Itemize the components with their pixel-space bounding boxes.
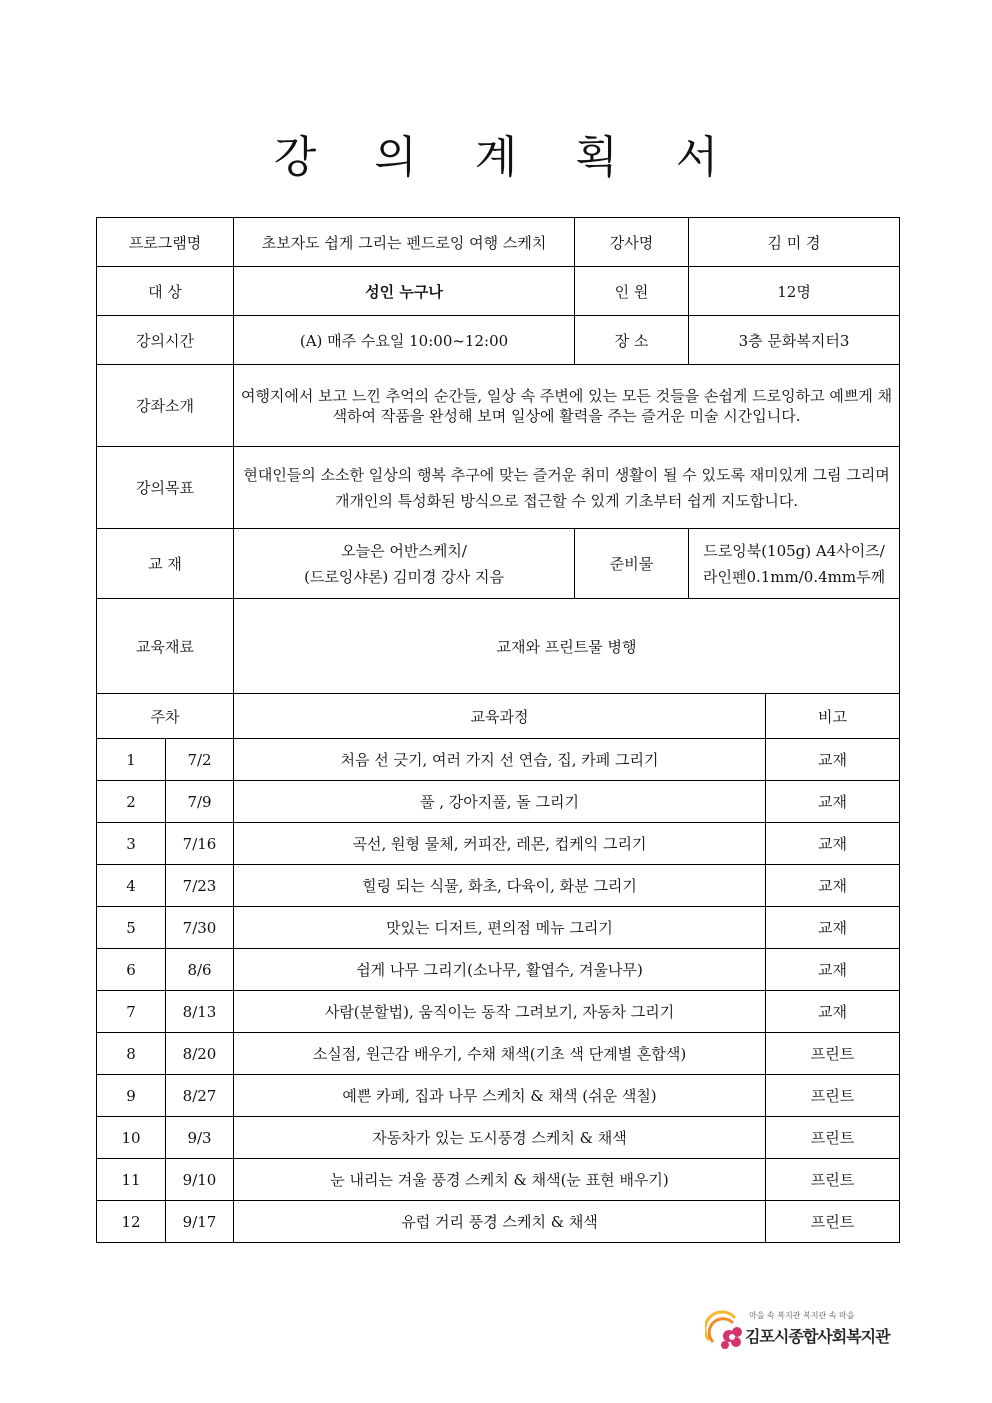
lecture-plan-table (96, 217, 900, 1243)
row-materials (97, 599, 900, 694)
week-number: 9 (97, 1075, 166, 1117)
textbook-line-2: (드로잉샤론) 김미경 강사 지음 (304, 567, 504, 586)
instructor-label: 강사명 (575, 218, 689, 267)
week-number: 4 (97, 865, 166, 907)
row-program (97, 218, 900, 267)
course-content: 처음 선 긋기, 여러 가지 선 연습, 집, 카페 그리기 (234, 739, 766, 781)
intro-value: 여행지에서 보고 느낀 추억의 순간들, 일상 속 주변에 있는 모든 것들을 손쉽게 드로잉하고 예쁘게 채색하여 작품을 완성해 보며 일상에 활력을 주는 즐거운 미술 시간입니다. (234, 365, 900, 447)
schedule-row (97, 1075, 900, 1117)
goal-value: 현대인들의 소소한 일상의 행복 추구에 맞는 즐거운 취미 생활이 될 수 있도록 재미있게 그림 그리며 개개인의 특성화된 방식으로 접근할 수 있게 기초부터 쉽게 지도합니다. (234, 447, 900, 529)
schedule-row (97, 1033, 900, 1075)
week-date: 7/30 (166, 907, 234, 949)
week-number: 5 (97, 907, 166, 949)
week-date: 7/23 (166, 865, 234, 907)
course-note: 프린트 (766, 1201, 900, 1243)
course-content: 소실점, 원근감 배우기, 수채 채색(기초 색 단계별 혼합색) (234, 1033, 766, 1075)
week-number: 11 (97, 1159, 166, 1201)
course-content: 사람(분할법), 움직이는 동작 그려보기, 자동차 그리기 (234, 991, 766, 1033)
schedule-row (97, 1201, 900, 1243)
logo-name: 김포시종합사회복지관 (745, 1327, 890, 1346)
header-note: 비고 (766, 694, 900, 739)
week-number: 2 (97, 781, 166, 823)
time-label: 강의시간 (97, 316, 234, 365)
textbook-value (234, 529, 575, 599)
schedule-body (97, 739, 900, 1243)
intro-label: 강좌소개 (97, 365, 234, 447)
welfare-center-logo (705, 1308, 905, 1358)
week-date: 9/10 (166, 1159, 234, 1201)
week-number: 10 (97, 1117, 166, 1159)
schedule-row (97, 739, 900, 781)
target-label: 대 상 (97, 267, 234, 316)
place-label: 장 소 (575, 316, 689, 365)
week-date: 9/17 (166, 1201, 234, 1243)
week-date: 7/16 (166, 823, 234, 865)
header-week: 주차 (97, 694, 234, 739)
week-date: 8/20 (166, 1033, 234, 1075)
course-content: 풀 , 강아지풀, 돌 그리기 (234, 781, 766, 823)
instructor-value: 김 미 경 (689, 218, 900, 267)
course-content: 자동차가 있는 도시풍경 스케치 & 채색 (234, 1117, 766, 1159)
textbook-line-1: 오늘은 어반스케치/ (341, 541, 467, 560)
course-note: 프린트 (766, 1159, 900, 1201)
supplies-line-2: 라인펜0.1mm/0.4mm두께 (702, 567, 886, 586)
schedule-row (97, 865, 900, 907)
week-number: 3 (97, 823, 166, 865)
week-date: 8/27 (166, 1075, 234, 1117)
place-value: 3층 문화복지터3 (689, 316, 900, 365)
course-content: 곡선, 원형 물체, 커피잔, 레몬, 컵케익 그리기 (234, 823, 766, 865)
materials-value: 교재와 프린트물 병행 (234, 599, 900, 694)
row-time (97, 316, 900, 365)
row-textbook (97, 529, 900, 599)
week-date: 9/3 (166, 1117, 234, 1159)
materials-label: 교육재료 (97, 599, 234, 694)
course-content: 쉽게 나무 그리기(소나무, 활엽수, 겨울나무) (234, 949, 766, 991)
course-content: 유럽 거리 풍경 스케치 & 채색 (234, 1201, 766, 1243)
course-note: 교재 (766, 949, 900, 991)
row-goal (97, 447, 900, 529)
supplies-value (689, 529, 900, 599)
schedule-row (97, 991, 900, 1033)
course-note: 교재 (766, 991, 900, 1033)
supplies-label: 준비물 (575, 529, 689, 599)
week-number: 1 (97, 739, 166, 781)
week-number: 12 (97, 1201, 166, 1243)
time-value: (A) 매주 수요일 10:00~12:00 (234, 316, 575, 365)
schedule-row (97, 1117, 900, 1159)
schedule-row (97, 781, 900, 823)
course-note: 교재 (766, 739, 900, 781)
course-content: 예쁜 카페, 집과 나무 스케치 & 채색 (쉬운 색칠) (234, 1075, 766, 1117)
capacity-value: 12명 (689, 267, 900, 316)
week-number: 8 (97, 1033, 166, 1075)
schedule-header-row (97, 694, 900, 739)
document-title: 강 의 계 획 서 (273, 132, 741, 183)
flower-logo-icon (705, 1310, 745, 1354)
supplies-line-1: 드로잉북(105g) A4사이즈/ (703, 541, 885, 560)
course-note: 교재 (766, 823, 900, 865)
textbook-label: 교 재 (97, 529, 234, 599)
capacity-label: 인 원 (575, 267, 689, 316)
week-number: 6 (97, 949, 166, 991)
target-value: 성인 누구나 (234, 267, 575, 316)
schedule-row (97, 823, 900, 865)
header-course: 교육과정 (234, 694, 766, 739)
course-note: 프린트 (766, 1117, 900, 1159)
week-number: 7 (97, 991, 166, 1033)
course-note: 교재 (766, 865, 900, 907)
course-note: 교재 (766, 781, 900, 823)
course-note: 프린트 (766, 1075, 900, 1117)
course-content: 힐링 되는 식물, 화초, 다육이, 화분 그리기 (234, 865, 766, 907)
course-note: 교재 (766, 907, 900, 949)
course-content: 눈 내리는 겨울 풍경 스케치 & 채색(눈 표현 배우기) (234, 1159, 766, 1201)
schedule-row (97, 907, 900, 949)
row-intro (97, 365, 900, 447)
row-target (97, 267, 900, 316)
week-date: 7/9 (166, 781, 234, 823)
schedule-row (97, 949, 900, 991)
program-label: 프로그램명 (97, 218, 234, 267)
week-date: 7/2 (166, 739, 234, 781)
course-content: 맛있는 디저트, 편의점 메뉴 그리기 (234, 907, 766, 949)
week-date: 8/6 (166, 949, 234, 991)
program-value: 초보자도 쉽게 그리는 펜드로잉 여행 스케치 (234, 218, 575, 267)
week-date: 8/13 (166, 991, 234, 1033)
course-note: 프린트 (766, 1033, 900, 1075)
logo-tagline: 마을 속 복지관 복지관 속 마을 (749, 1311, 855, 1320)
goal-label: 강의목표 (97, 447, 234, 529)
schedule-row (97, 1159, 900, 1201)
